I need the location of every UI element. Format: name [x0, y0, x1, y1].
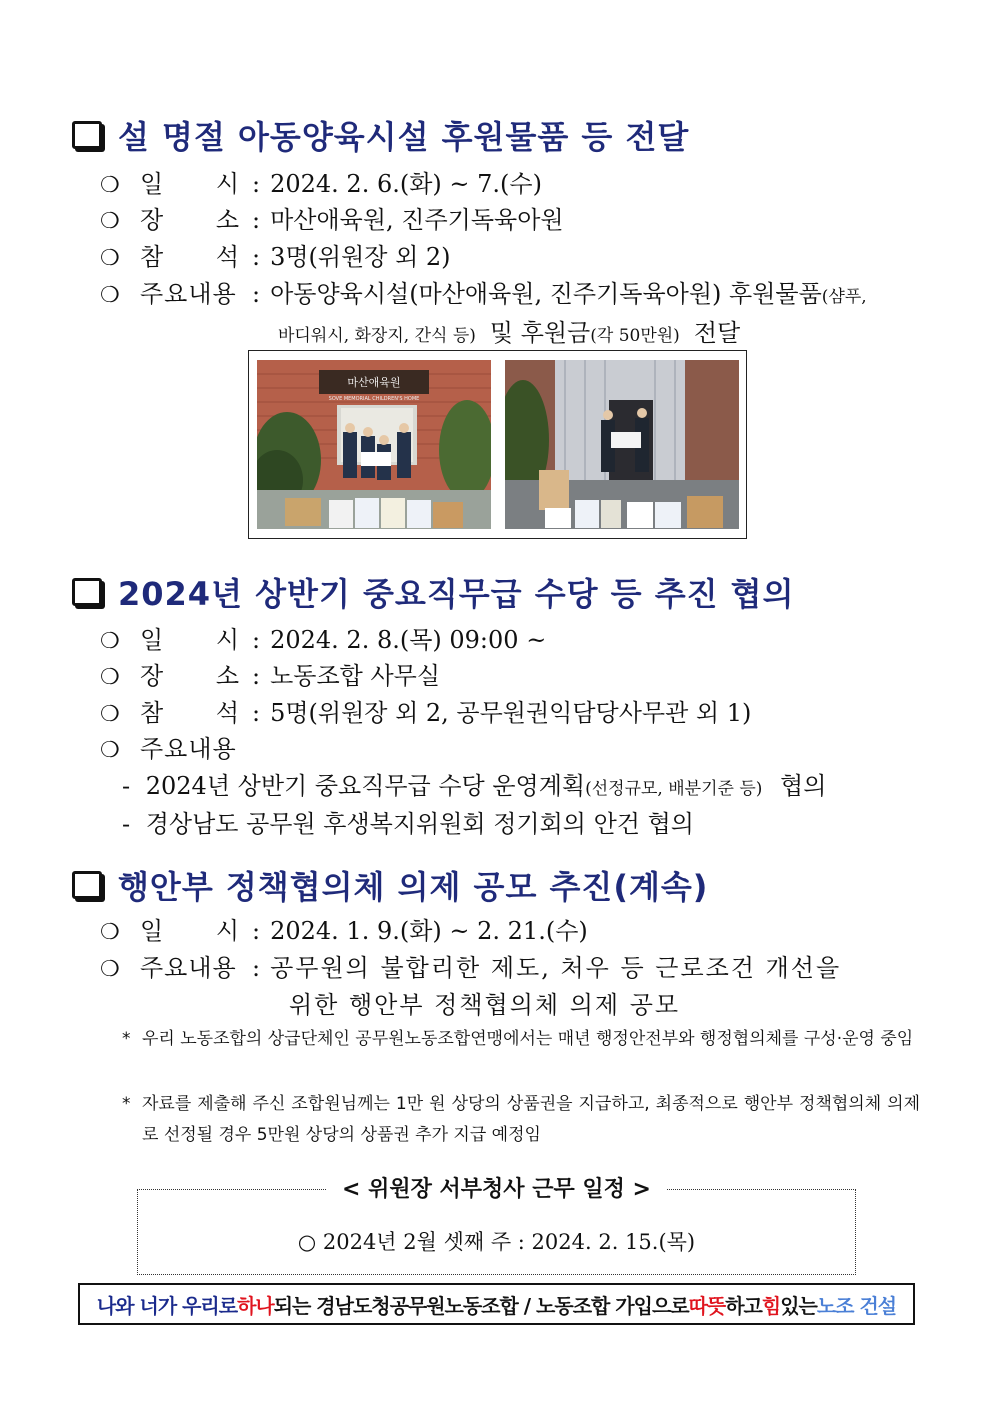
circle-bullet-icon: ❍: [100, 173, 120, 198]
circle-bullet-icon: ❍: [100, 920, 120, 945]
content-line1-small: (샴푸,: [821, 287, 867, 307]
s1-row-content-cont: [278, 313, 740, 348]
s1-row-date: ❍ 일 시 : 2024. 2. 6.(화) ~ 7.(수): [100, 164, 542, 199]
content-line2-main: 및 후원금: [489, 319, 591, 347]
label-place: 장 소: [140, 206, 240, 234]
checkbox-icon: [72, 871, 102, 899]
photo-children-home-1: [257, 360, 491, 529]
note-2: * 자료를 제출해 주신 조합원님께는 1만 원 상당의 상품권을 지급하고, 최종적으로 행안부 정책협의체 의제로 선정될 경우 5만원 상당의 상품권 추가 지급 예정임: [122, 1094, 920, 1145]
content-line2-small: 바디워시, 화장지, 간식 등): [278, 326, 476, 346]
s3-row-content-cont: [289, 985, 680, 1020]
s2-row-place: ❍ 장 소 : 노동조합 사무실: [100, 656, 440, 691]
note-1: * 우리 노동조합의 상급단체인 공무원노동조합연맹에서는 매년 행정안전부와 행정협의체를 구성·운영 중임: [122, 1029, 914, 1049]
s3-row-date: ❍ 일 시 : 2024. 1. 9.(화) ~ 2. 21.(수): [100, 911, 588, 946]
label-content: 주요내용: [140, 280, 237, 308]
section3-title: [72, 862, 708, 908]
s2-item-2: - 경상남도 공무원 후생복지위원회 정기회의 안건 협의: [122, 810, 694, 838]
circle-bullet-icon: ❍: [100, 702, 120, 727]
label-date: 일 시: [140, 170, 240, 198]
schedule-title: < 위원장 서부청사 근무 일정 >: [138, 1172, 855, 1203]
s1-row-attendees: ❍ 참 석 : 3명(위원장 외 2): [100, 237, 451, 272]
section1-title-text: 설 명절 아동양육시설 후원물품 등 전달: [118, 118, 690, 156]
circle-bullet-icon: ❍: [100, 665, 120, 690]
label-date: 일 시: [140, 917, 240, 945]
s2-row-date: ❍ 일 시 : 2024. 2. 8.(목) 09:00 ~: [100, 620, 546, 655]
content-line2-small-b: (각 50만원): [590, 326, 680, 346]
content-line1: 아동양육시설(마산애육원, 진주기독육아원) 후원물품: [270, 280, 822, 308]
circle-bullet-icon: ❍: [100, 629, 120, 654]
checkbox-icon: [72, 578, 102, 606]
label-content: 주요내용: [140, 735, 237, 763]
s2-row-attendees: ❍ 참 석 : 5명(위원장 외 2, 공무원권익담당사무관 외 1): [100, 693, 751, 728]
s1-row-content: ❍ 주요내용 : 아동양육시설(마산애육원, 진주기독육아원) 후원물품 (샴푸,: [100, 274, 867, 309]
label-content: 주요내용: [140, 954, 237, 982]
circle-bullet-icon: ❍: [100, 283, 120, 308]
section2-title: [72, 569, 795, 615]
value-date: 2024. 2. 8.(목) 09:00 ~: [270, 626, 547, 654]
label-attendees: 참 석: [140, 699, 240, 727]
section2-title-text: 2024년 상반기 중요직무급 수당 등 추진 협의: [118, 575, 795, 613]
circle-bullet-icon: ❍: [100, 209, 120, 234]
photo-frame: [248, 350, 747, 539]
section1-title: [72, 112, 689, 158]
s2-item-1: - 2024년 상반기 중요직무급 수당 운영계획(선정규모, 배분기준 등) 협의: [122, 772, 827, 800]
content-line2: 위한 행안부 정책협의체 의제 공모: [289, 991, 681, 1019]
schedule-line: ○ 2024년 2월 셋째 주 : 2024. 2. 15.(목): [297, 1230, 696, 1254]
s1-row-place: ❍ 장 소 : 마산애육원, 진주기독육아원: [100, 200, 564, 235]
svg-text:SOVE MEMORIAL CHILDREN'S HOME: SOVE MEMORIAL CHILDREN'S HOME: [328, 396, 420, 402]
section3-title-text: 행안부 정책협의체 의제 공모 추진(계속): [118, 868, 709, 906]
value-attendees: 3명(위원장 외 2): [270, 243, 451, 271]
content-line1: 공무원의 불합리한 제도, 처우 등 근로조건 개선을: [270, 954, 842, 982]
slogan-banner: 나와 너가 우리로 하나 되는 경남도청공무원노동조합 / 노동조합 가입으로 따뜻 하고 힘 있는 노조 건설: [78, 1283, 915, 1325]
circle-bullet-icon: ❍: [100, 246, 120, 271]
value-place: 노동조합 사무실: [270, 662, 441, 690]
value-attendees: 5명(위원장 외 2, 공무원권익담당사무관 외 1): [270, 699, 752, 727]
value-date: 2024. 1. 9.(화) ~ 2. 21.(수): [270, 917, 588, 945]
circle-bullet-icon: ❍: [100, 738, 120, 763]
circle-bullet-icon: ❍: [100, 957, 120, 982]
photo-children-home-2: [505, 360, 739, 529]
sign-text: 마산애육원: [347, 376, 401, 389]
label-attendees: 참 석: [140, 243, 240, 271]
label-date: 일 시: [140, 626, 240, 654]
content-line2-tail: 전달: [693, 319, 741, 347]
checkbox-icon: [72, 121, 102, 149]
schedule-box: [137, 1177, 856, 1275]
value-place: 마산애육원, 진주기독육아원: [270, 206, 564, 234]
value-date: 2024. 2. 6.(화) ~ 7.(수): [270, 170, 542, 198]
s3-row-content: ❍ 주요내용 : 공무원의 불합리한 제도, 처우 등 근로조건 개선을: [100, 948, 841, 983]
s2-row-content: [100, 729, 237, 764]
label-place: 장 소: [140, 662, 240, 690]
